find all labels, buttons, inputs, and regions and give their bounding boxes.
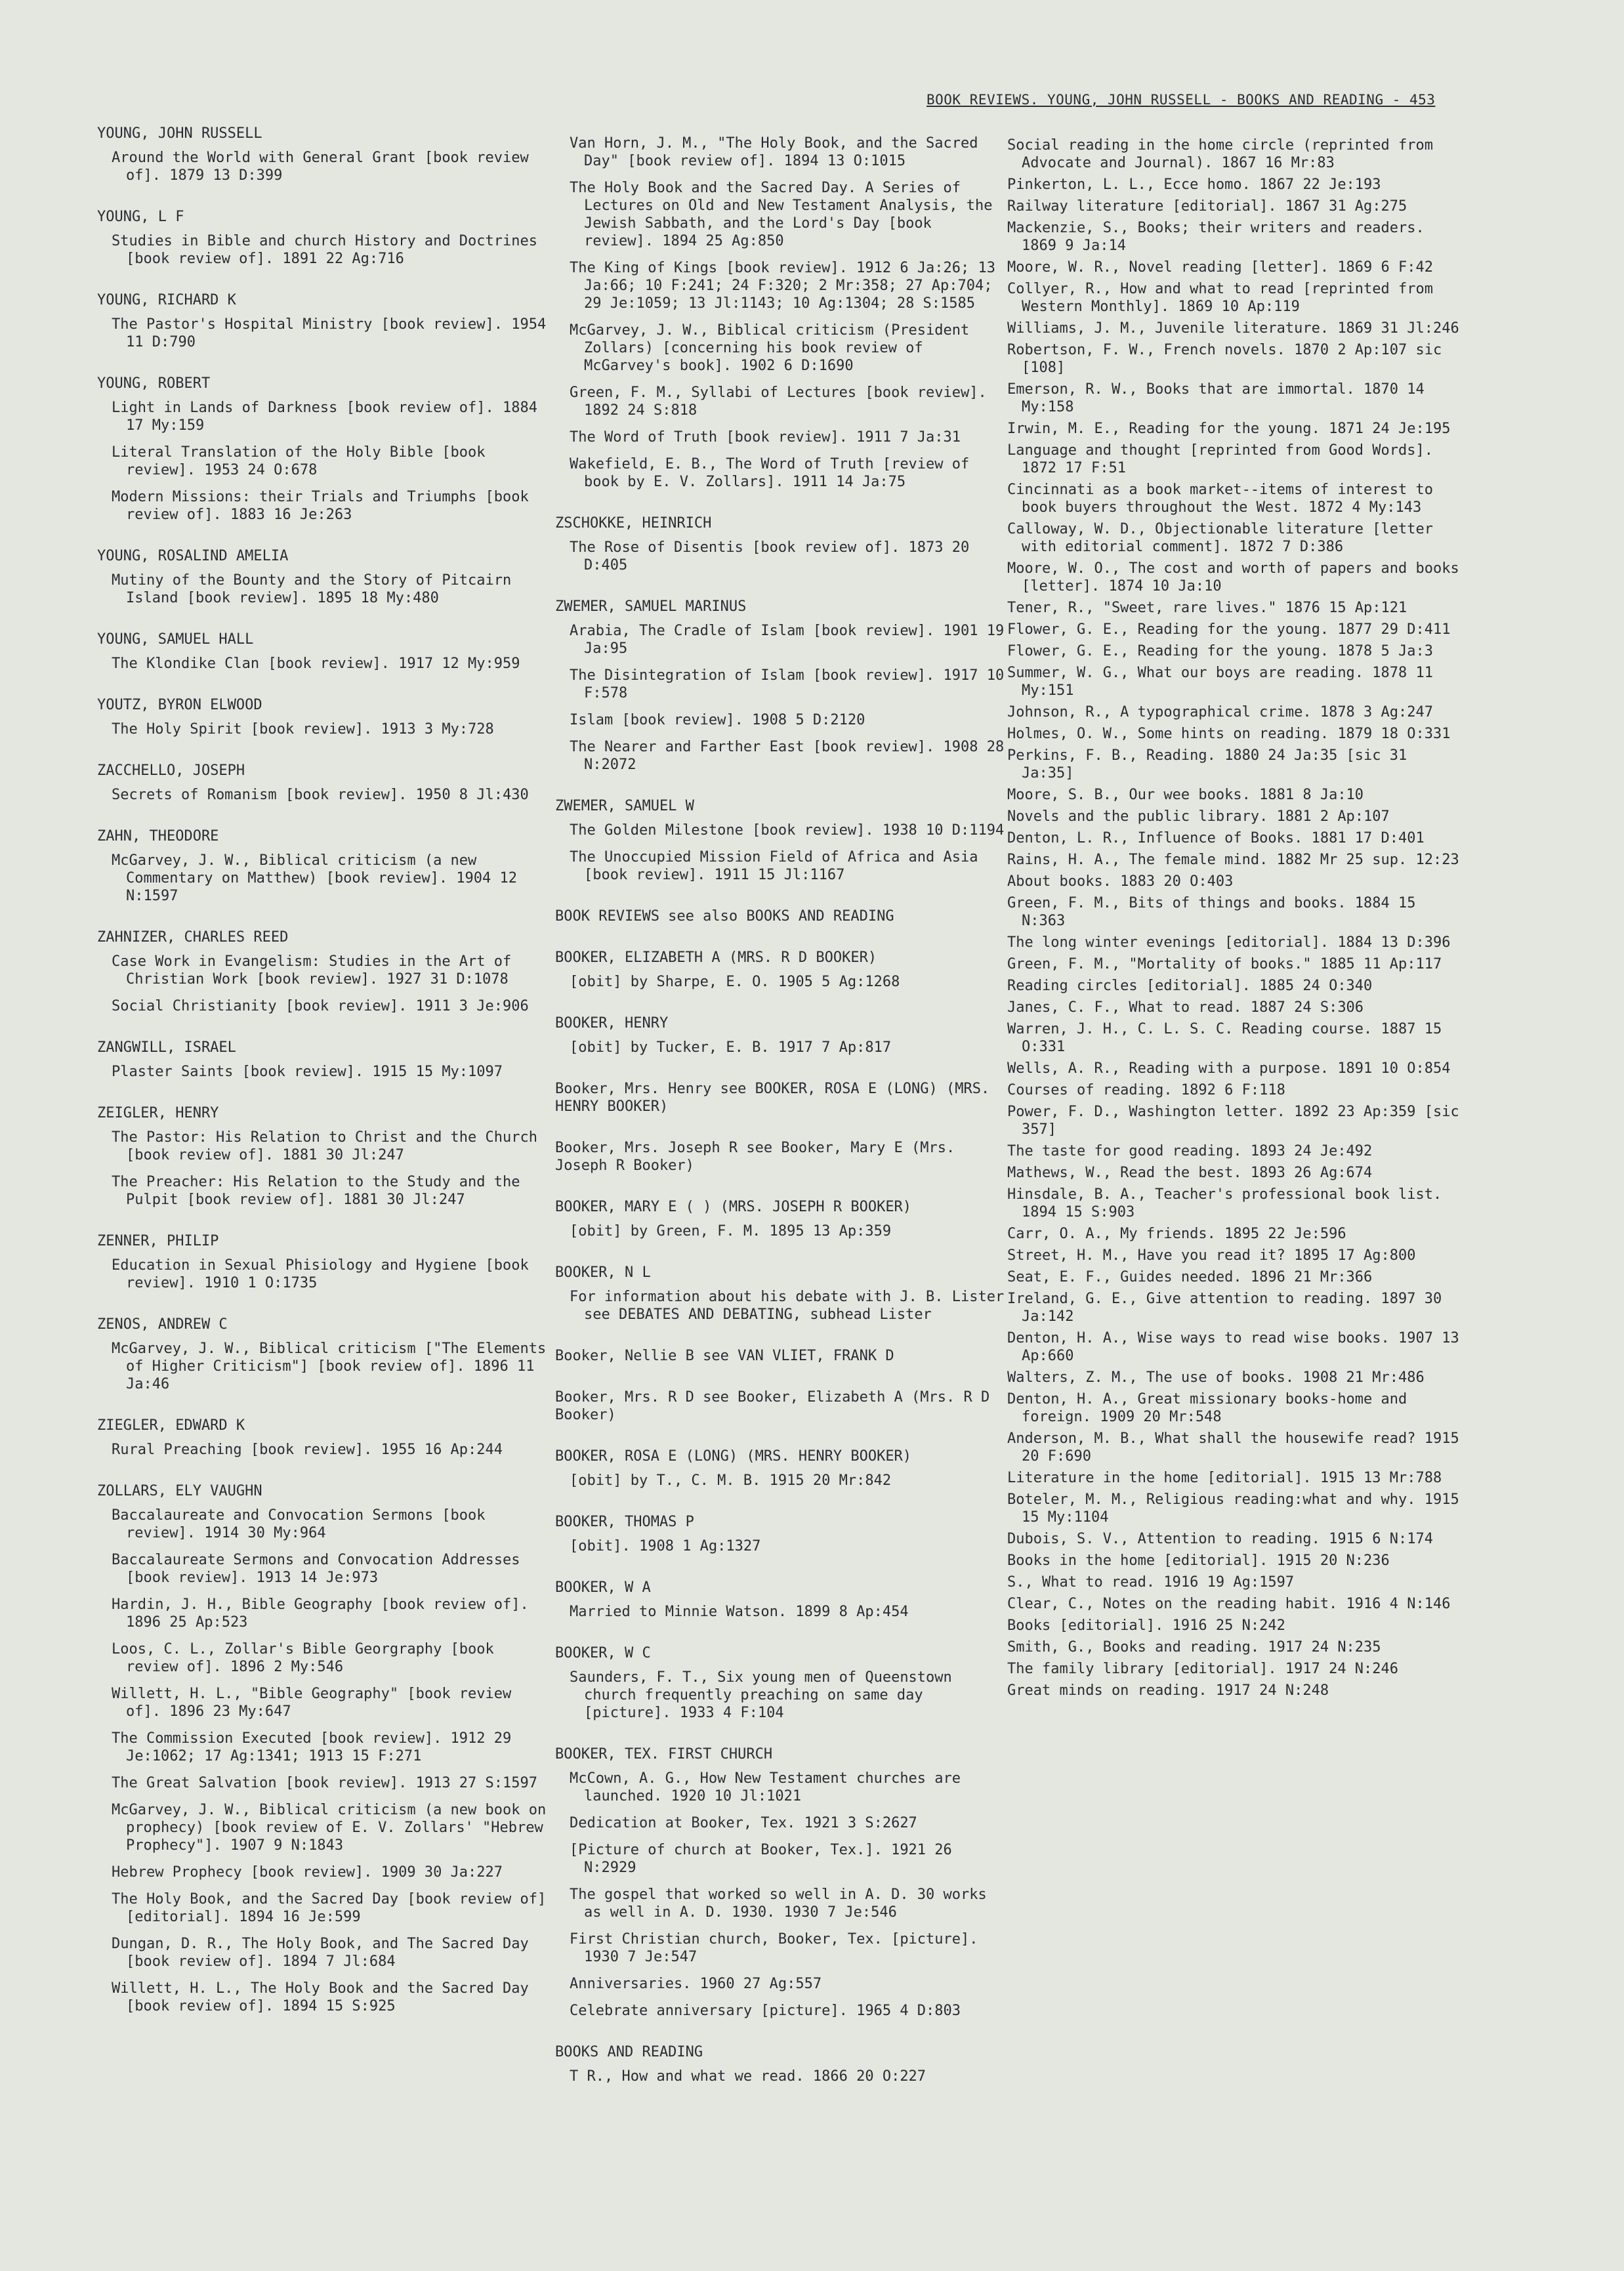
index-group: [97, 125, 550, 184]
index-group: [97, 631, 550, 673]
index-entry: Arabia, The Cradle of Islam [book review]. 1901 19 Ja:95: [570, 623, 1005, 657]
index-entry: Anderson, M. B., What shall the housewife read? 1915 20 F:690: [1007, 1430, 1459, 1465]
index-heading: ZENOS, ANDREW C: [97, 1316, 228, 1333]
index-entry: Perkins, F. B., Reading. 1880 24 Ja:35 [sic 31 Ja:35]: [1007, 747, 1407, 781]
index-entry: Studies in Bible and church History and Doctrines [book review of]. 1891 22 Ag:716: [112, 233, 538, 267]
index-group: [97, 1039, 550, 1081]
index-group: [555, 949, 1008, 991]
index-entry: Summer, W. G., What our boys are reading. 1878 11 My:151: [1007, 665, 1434, 699]
index-entry: Clear, C., Notes on the reading habit. 1916 4 N:146: [1007, 1596, 1451, 1612]
index-entry: Moore, W. R., Novel reading [letter]. 1869 6 F:42: [1007, 259, 1434, 276]
index-entry: Willett, H. L., "Bible Geography" [book review of]. 1896 23 My:647: [112, 1686, 512, 1720]
index-entry: About books. 1883 20 O:403: [1007, 873, 1234, 890]
index-entry: McGarvey, J. W., Biblical criticism (President Zollars) [concerning his book review of McGarvey's book]. 1902 6 D:1690: [570, 322, 970, 374]
index-entry: Calloway, W. D., Objectionable literature [letter with editorial comment]. 1872 7 D:386: [1007, 521, 1434, 555]
index-entry: The Preacher: His Relation to the Study and the Pulpit [book review of]. 1881 30 Jl:247: [112, 1174, 520, 1208]
index-entry: Irwin, M. E., Reading for the young. 1871 24 Je:195: [1007, 421, 1451, 437]
index-heading: ZEIGLER, HENRY: [97, 1105, 219, 1121]
index-entry: Denton, H. A., Wise ways to read wise books. 1907 13 Ap:660: [1007, 1330, 1459, 1364]
index-entry: The Pastor: His Relation to Christ and the Church [book review of]. 1881 30 Jl:247: [112, 1129, 538, 1163]
index-entry: Williams, J. M., Juvenile literature. 1869 31 Jl:246: [1007, 320, 1459, 337]
index-heading: Booker, Mrs. Henry see BOOKER, ROSA E (LONG) (MRS. HENRY BOOKER): [555, 1081, 990, 1115]
index-entry: Great minds on reading. 1917 24 N:248: [1007, 1682, 1329, 1699]
index-group: [555, 907, 1008, 925]
index-entry: Social Christianity [book review]. 1911 3 Je:906: [112, 998, 529, 1014]
index-heading: YOUNG, ROBERT: [97, 375, 211, 392]
index-entry: Married to Minnie Watson. 1899 8 Ap:454: [570, 1604, 909, 1620]
index-group: [555, 1014, 1008, 1056]
index-group: [97, 928, 550, 1015]
index-group: [97, 375, 550, 524]
index-group: [97, 1104, 550, 1209]
index-entry: Green, F. M., Bits of things and books. 1884 15 N:363: [1007, 895, 1416, 929]
index-entry: Mackenzie, S., Books; their writers and readers. 1869 9 Ja:14: [1007, 220, 1425, 254]
index-group: [555, 1448, 1008, 1490]
index-entry: Boteler, M. M., Religious reading:what and why. 1915 15 My:1104: [1007, 1491, 1459, 1526]
index-entry: McGarvey, J. W., Biblical criticism (a new Commentary on Matthew) [book review]. 1904 12 N:1597: [112, 852, 518, 904]
index-heading: BOOKER, HENRY: [555, 1015, 669, 1031]
index-group: [555, 797, 1008, 884]
index-entry: Smith, G., Books and reading. 1917 24 N:235: [1007, 1639, 1381, 1656]
index-entry: Van Horn, J. M., "The Holy Book, and the Sacred Day" [book review of]. 1894 13 O:1015: [570, 135, 978, 169]
running-head: BOOK REVIEWS. YOUNG, JOHN RUSSELL - BOOKS AND READING - 453: [927, 92, 1436, 108]
index-entry: Flower, G. E., Reading for the young. 1877 29 D:411: [1007, 621, 1451, 638]
index-heading: ZANGWILL, ISRAEL: [97, 1039, 236, 1056]
index-entry: First Christian church, Booker, Tex. [picture]. 1930 7 Je:547: [570, 1931, 978, 1965]
index-heading: BOOKER, THOMAS P: [555, 1514, 694, 1530]
index-entry: Hebrew Prophecy [book review]. 1909 30 Ja:227: [112, 1864, 503, 1881]
index-entry: Celebrate anniversary [picture]. 1965 4 D:803: [570, 2003, 961, 2019]
index-entry: Reading circles [editorial]. 1885 24 O:340: [1007, 978, 1373, 994]
index-heading: YOUNG, SAMUEL HALL: [97, 631, 254, 648]
index-heading: ZAHNIZER, CHARLES REED: [97, 929, 289, 946]
index-entry: Baccalaureate Sermons and Convocation Addresses [book review]. 1913 14 Je:973: [112, 1552, 520, 1586]
index-heading: ZSCHOKKE, HEINRICH: [555, 515, 712, 531]
index-heading: BOOKER, MARY E ( ) (MRS. JOSEPH R BOOKER): [555, 1199, 912, 1215]
index-entry: Pinkerton, L. L., Ecce homo. 1867 22 Je:193: [1007, 177, 1381, 193]
index-entry: The Holy Book, and the Sacred Day [book review of] [editorial]. 1894 16 Je:599: [112, 1891, 547, 1925]
index-entry: [Picture of church at Booker, Tex.]. 1921 26 N:2929: [570, 1842, 952, 1876]
index-heading: ZENNER, PHILIP: [97, 1233, 219, 1249]
index-entry: Wakefield, E. B., The Word of Truth [review of book by E. V. Zollars]. 1911 14 Ja:75: [570, 456, 970, 490]
index-entry: Denton, L. R., Influence of Books. 1881 17 D:401: [1007, 830, 1425, 846]
index-entry: Light in Lands of Darkness [book review of]. 1884 17 My:159: [112, 400, 538, 434]
index-entry: Collyer, R., How and what to read [reprinted from Western Monthly]. 1869 10 Ap:119: [1007, 281, 1434, 315]
index-heading: BOOKER, ROSA E (LONG) (MRS. HENRY BOOKER): [555, 1448, 912, 1465]
index-entry: The Holy Spirit [book review]. 1913 3 My:728: [112, 721, 494, 738]
index-entry: [obit] by Green, F. M. 1895 13 Ap:359: [570, 1223, 892, 1240]
index-entry: Moore, W. O., The cost and worth of papers and books [letter]. 1874 10 Ja:10: [1007, 560, 1459, 594]
index-heading: ZOLLARS, ELY VAUGHN: [97, 1483, 262, 1499]
index-entry: Literature in the home [editorial]. 1915 13 Mr:788: [1007, 1470, 1442, 1486]
index-entry: Walters, Z. M., The use of books. 1908 21 Mr:486: [1007, 1369, 1425, 1386]
index-heading: BOOKER, TEX. FIRST CHURCH: [555, 1746, 773, 1762]
index-entry: Wells, A. R., Reading with a purpose. 1891 10 O:854: [1007, 1060, 1451, 1077]
index-entry: Willett, H. L., The Holy Book and the Sacred Day [book review of]. 1894 15 S:925: [112, 1980, 529, 2014]
index-entry: Janes, C. F., What to read. 1887 24 S:306: [1007, 999, 1364, 1016]
index-entry: Books [editorial]. 1916 25 N:242: [1007, 1617, 1285, 1634]
index-entry: Holmes, O. W., Some hints on reading. 1879 18 O:331: [1007, 726, 1451, 742]
index-entry: The Nearer and Farther East [book review]. 1908 28 N:2072: [570, 739, 1005, 773]
index-entry: S., What to read. 1916 19 Ag:1597: [1007, 1574, 1295, 1591]
index-heading: YOUNG, L F: [97, 209, 184, 225]
index-heading: Booker, Nellie B see VAN VLIET, FRANK D: [555, 1348, 894, 1364]
index-entry: [obit] by T., C. M. B. 1915 20 Mr:842: [570, 1472, 892, 1489]
index-group: [97, 1232, 550, 1292]
index-group: [97, 208, 550, 268]
index-entry: The Unoccupied Mission Field of Africa and Asia [book review]. 1911 15 Jl:1167: [570, 849, 978, 883]
index-group: [555, 1579, 1008, 1621]
index-entry: Power, F. D., Washington letter. 1892 23 Ap:359 [sic 357]: [1007, 1104, 1459, 1138]
index-group: [97, 1316, 550, 1393]
index-entry: Hardin, J. H., Bible Geography [book review of]. 1896 25 Ap:523: [112, 1596, 529, 1631]
index-entry: Denton, H. A., Great missionary books-home and foreign. 1909 20 Mr:548: [1007, 1391, 1407, 1425]
index-entry: McGarvey, J. W., Biblical criticism (a new book on prophecy) [book review of E. V. Zollars' "Hebrew Prophecy"]. 1907 9 N:1843: [112, 1802, 547, 1854]
index-heading: YOUTZ, BYRON ELWOOD: [97, 697, 262, 713]
index-entry: Rains, H. A., The female mind. 1882 Mr 25 sup. 12:23: [1007, 852, 1459, 868]
index-heading: ZAHN, THEODORE: [97, 828, 219, 844]
index-entry: Literal Translation of the Holy Bible [book review]. 1953 24 O:678: [112, 444, 486, 478]
index-entry: Emerson, R. W., Books that are immortal. 1870 14 My:158: [1007, 381, 1425, 415]
index-column-1: [97, 125, 550, 2039]
index-group: [555, 598, 1008, 774]
index-group: [97, 1482, 550, 2015]
index-entry: Green, F. M., Syllabi of Lectures [book review]. 1892 24 S:818: [570, 385, 987, 419]
index-heading: YOUNG, JOHN RUSSELL: [97, 125, 262, 142]
index-entry: [obit] by Sharpe, E. O. 1905 5 Ag:1268: [570, 974, 900, 990]
index-entry: Tener, R., "Sweet, rare lives." 1876 15 Ap:121: [1007, 600, 1407, 616]
index-group: [1007, 136, 1460, 1699]
index-entry: Anniversaries. 1960 27 Ag:557: [570, 1976, 822, 1992]
index-group: [555, 1080, 1008, 1115]
index-entry: Novels and the public library. 1881 2 Ap:107: [1007, 808, 1390, 825]
index-entry: The taste for good reading. 1893 24 Je:492: [1007, 1143, 1373, 1159]
index-entry: Dungan, D. R., The Holy Book, and The Sacred Day [book review of]. 1894 7 Jl:684: [112, 1936, 529, 1970]
index-group: [97, 696, 550, 738]
index-entry: The Pastor's Hospital Ministry [book review]. 1954 11 D:790: [112, 316, 547, 350]
index-heading: ZWEMER, SAMUEL MARINUS: [555, 598, 747, 615]
index-entry: The Holy Book and the Sacred Day. A Series of Lectures on Old and New Testament Analysis, the Jewish Sabbath, and the Lord's Day [book review]. 1894 25 Ag:850: [570, 180, 993, 249]
index-entry: Hinsdale, B. A., Teacher's professional book list. 1894 15 S:903: [1007, 1186, 1442, 1220]
index-entry: Street, H. M., Have you read it? 1895 17 Ag:800: [1007, 1247, 1416, 1264]
index-entry: Ireland, G. E., Give attention to reading. 1897 30 Ja:142: [1007, 1291, 1442, 1325]
index-entry: Mathews, W., Read the best. 1893 26 Ag:674: [1007, 1165, 1373, 1181]
index-group: [555, 1139, 1008, 1175]
index-group: [555, 1264, 1008, 1323]
index-entry: Saunders, F. T., Six young men of Queenstown church frequently preaching on same day [picture]. 1933 4 F:104: [570, 1669, 952, 1721]
index-heading: BOOKER, ELIZABETH A (MRS. R D BOOKER): [555, 949, 877, 966]
index-entry: Dedication at Booker, Tex. 1921 3 S:2627: [570, 1815, 917, 1831]
index-heading: ZACCHELLO, JOSEPH: [97, 762, 245, 779]
index-group: [555, 1347, 1008, 1365]
index-entry: Secrets of Romanism [book review]. 1950 8 Jl:430: [112, 787, 529, 803]
index-entry: The gospel that worked so well in A. D. 30 works as well in A. D. 1930. 1930 7 Je:546: [570, 1886, 987, 1921]
index-entry: T R., How and what we read. 1866 20 O:227: [570, 2068, 927, 2085]
index-heading: YOUNG, ROSALIND AMELIA: [97, 548, 289, 564]
index-entry: The King of Kings [book review]. 1912 6 Ja:26; 13 Ja:66; 10 F:241; 24 F:320; 2 Mr:358; 27 Ap:704; 29 Je:1059; 13 Jl:1143; 10 Ag:1304; 28 S:1585: [570, 260, 996, 312]
index-heading: BOOKS AND READING: [555, 2044, 703, 2060]
index-group: [97, 827, 550, 905]
index-entry: Language and thought [reprinted from Good Words]. 1872 17 F:51: [1007, 442, 1434, 476]
index-heading: ZWEMER, SAMUEL W: [555, 798, 694, 814]
index-entry: Dubois, S. V., Attention to reading. 1915 6 N:174: [1007, 1531, 1434, 1547]
index-entry: Mutiny of the Bounty and the Story of Pitcairn Island [book review]. 1895 18 My:480: [112, 572, 512, 606]
index-entry: The Word of Truth [book review]. 1911 7 Ja:31: [570, 429, 961, 446]
index-group: [97, 291, 550, 351]
index-entry: [obit] by Tucker, E. B. 1917 7 Ap:817: [570, 1039, 892, 1056]
index-group: [97, 547, 550, 607]
index-group: [555, 1198, 1008, 1240]
index-entry: Johnson, R., A typographical crime. 1878 3 Ag:247: [1007, 704, 1434, 720]
index-entry: For information about his debate with J. B. Lister see DEBATES AND DEBATING, subhead Lister: [570, 1289, 1005, 1323]
index-entry: McGarvey, J. W., Biblical criticism ["The Elements of Higher Criticism"] [book review of]. 1896 11 Ja:46: [112, 1341, 547, 1392]
index-column-2: [555, 135, 1008, 2109]
index-entry: The Rose of Disentis [book review of]. 1873 20 D:405: [570, 539, 970, 573]
index-entry: McCown, A. G., How New Testament churches are launched. 1920 10 Jl:1021: [570, 1770, 961, 1804]
index-entry: [obit]. 1908 1 Ag:1327: [570, 1538, 761, 1554]
index-entry: Modern Missions: their Trials and Triumphs [book review of]. 1883 16 Je:263: [112, 489, 529, 523]
index-heading: BOOKER, W A: [555, 1579, 651, 1596]
index-entry: Seat, E. F., Guides needed. 1896 21 Mr:366: [1007, 1269, 1373, 1285]
index-entry: Cincinnati as a book market--items of interest to book buyers throughout the West. 1872 4 My:143: [1007, 482, 1434, 516]
index-entry: Railway literature [editorial]. 1867 31 Ag:275: [1007, 198, 1407, 215]
index-group: [555, 1513, 1008, 1555]
index-entry: The long winter evenings [editorial]. 1884 13 D:396: [1007, 934, 1451, 951]
index-group: [555, 135, 1008, 491]
index-heading: YOUNG, RICHARD K: [97, 292, 236, 308]
index-entry: Case Work in Evangelism: Studies in the Art of Christian Work [book review]. 1927 31 D:1078: [112, 953, 512, 988]
index-heading: BOOKER, W C: [555, 1645, 651, 1661]
index-heading: ZIEGLER, EDWARD K: [97, 1417, 245, 1434]
index-entry: The Golden Milestone [book review]. 1938 10 D:1194: [570, 822, 1005, 839]
index-entry: Plaster Saints [book review]. 1915 15 My:1097: [112, 1064, 503, 1080]
index-entry: Islam [book review]. 1908 5 D:2120: [570, 712, 865, 728]
index-group: [555, 1644, 1008, 1722]
index-entry: Around the World with General Grant [book review of]. 1879 13 D:399: [112, 150, 529, 184]
index-entry: The Klondike Clan [book review]. 1917 12 My:959: [112, 656, 520, 672]
index-group: [97, 762, 550, 804]
index-entry: Courses of reading. 1892 6 F:118: [1007, 1082, 1285, 1098]
index-heading: BOOKER, N L: [555, 1264, 651, 1281]
index-heading: Booker, Mrs. R D see Booker, Elizabeth A (Mrs. R D Booker): [555, 1389, 990, 1423]
index-entry: Robertson, F. W., French novels. 1870 2 Ap:107 sic [108]: [1007, 342, 1442, 376]
index-entry: Moore, S. B., Our wee books. 1881 8 Ja:10: [1007, 787, 1364, 803]
index-entry: Flower, G. E., Reading for the young. 1878 5 Ja:3: [1007, 643, 1434, 659]
index-group: [555, 2043, 1008, 2085]
index-entry: Rural Preaching [book review]. 1955 16 Ap:244: [112, 1442, 503, 1458]
index-entry: Social reading in the home circle (reprinted from Advocate and Journal). 1867 16 Mr:83: [1007, 137, 1434, 171]
index-heading: BOOK REVIEWS see also BOOKS AND READING: [555, 908, 894, 925]
index-group: [555, 514, 1008, 574]
index-entry: The Disintegration of Islam [book review]. 1917 10 F:578: [570, 667, 1005, 701]
index-entry: The Commission Executed [book review]. 1912 29 Je:1062; 17 Ag:1341; 1913 15 F:271: [112, 1730, 512, 1764]
index-entry: The family library [editorial]. 1917 24 N:246: [1007, 1661, 1399, 1677]
index-entry: Carr, O. A., My friends. 1895 22 Je:596: [1007, 1226, 1346, 1242]
index-entry: Warren, J. H., C. L. S. C. Reading course. 1887 15 O:331: [1007, 1021, 1442, 1055]
index-entry: Green, F. M., "Mortality of books." 1885 11 Ap:117: [1007, 956, 1442, 972]
index-heading: Booker, Mrs. Joseph R see Booker, Mary E (Mrs. Joseph R Booker): [555, 1140, 955, 1174]
index-column-3: [1007, 136, 1460, 1723]
index-group: [555, 1388, 1008, 1424]
index-entry: Education in Sexual Phisiology and Hygiene [book review]. 1910 1 O:1735: [112, 1257, 529, 1291]
index-entry: The Great Salvation [book review]. 1913 27 S:1597: [112, 1775, 538, 1791]
index-group: [97, 1417, 550, 1459]
index-group: [555, 1745, 1008, 2020]
index-entry: Loos, C. L., Zollar's Bible Georgraphy [book review of]. 1896 2 My:546: [112, 1641, 494, 1675]
index-entry: Baccalaureate and Convocation Sermons [book review]. 1914 30 My:964: [112, 1507, 486, 1541]
index-entry: Books in the home [editorial]. 1915 20 N:236: [1007, 1552, 1390, 1569]
